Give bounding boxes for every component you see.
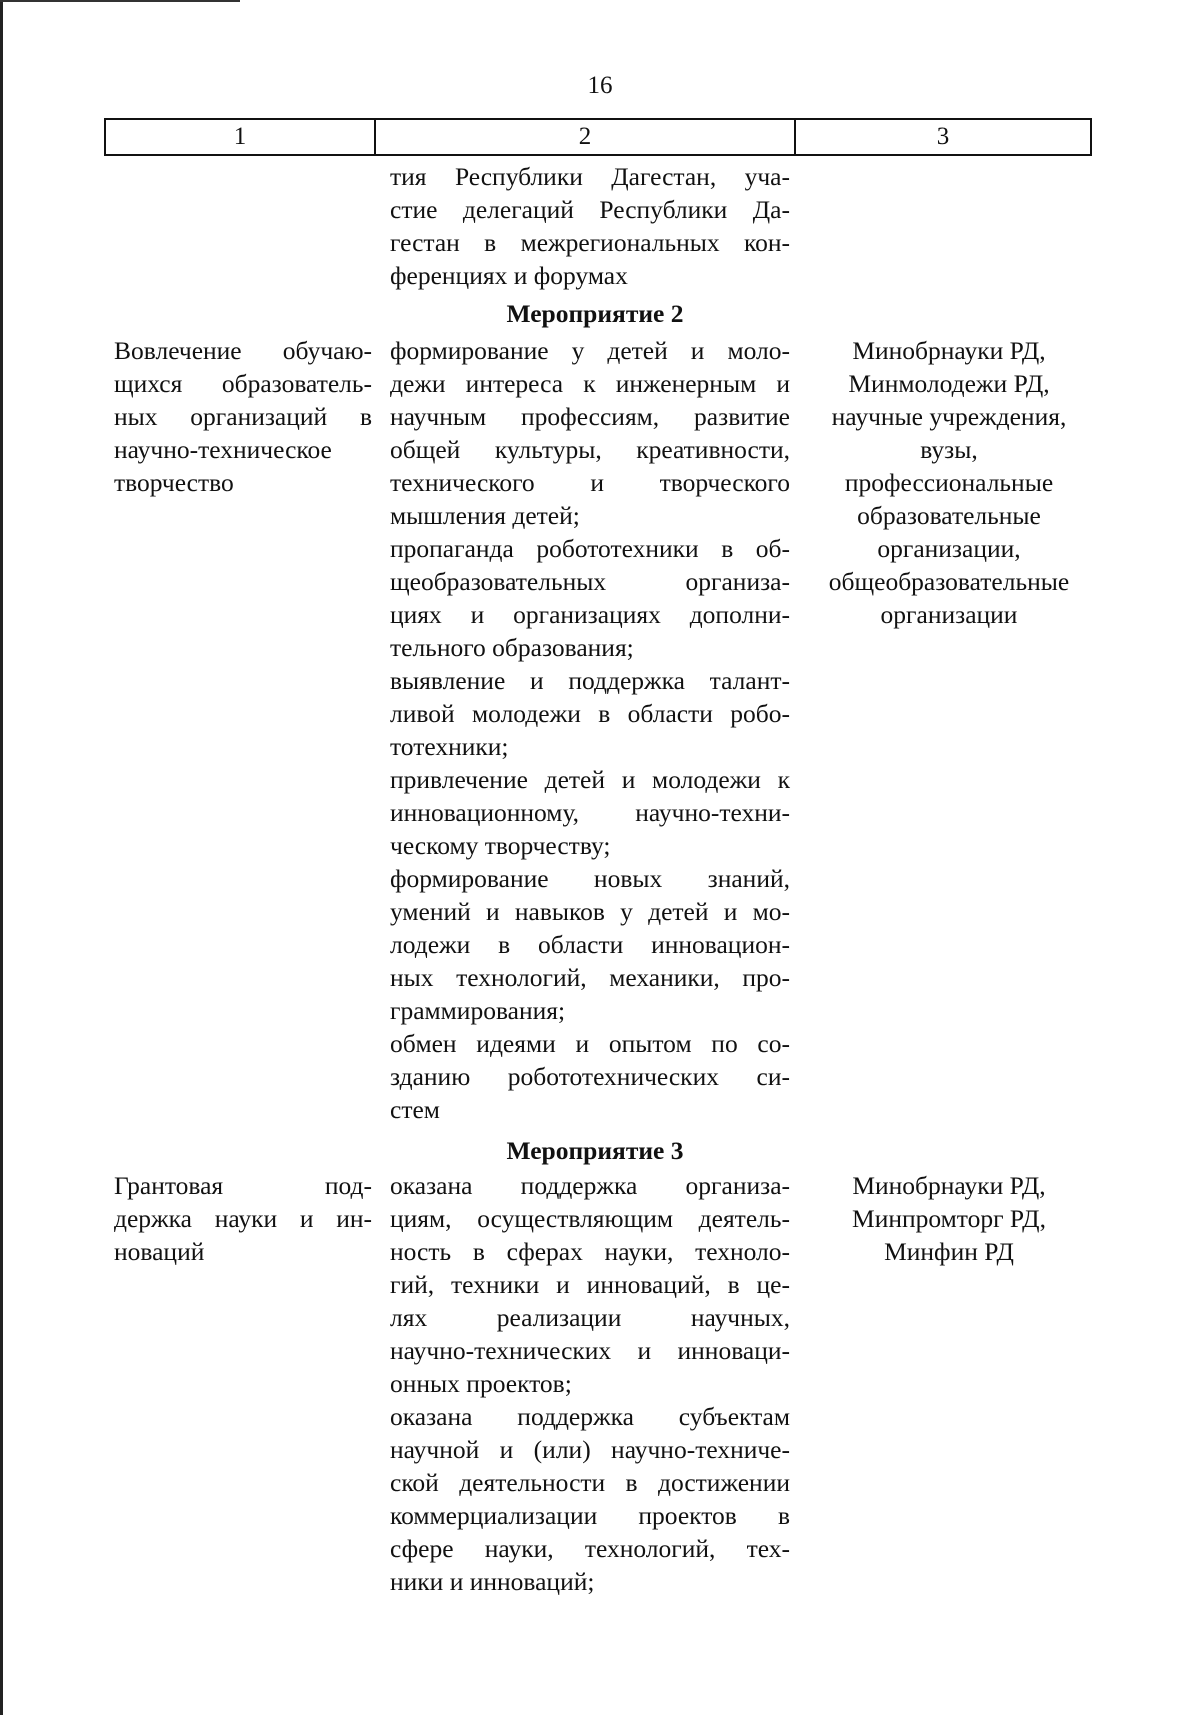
- event-3-task-line: ской деятельности в достижении: [390, 1468, 790, 1497]
- event-2-heading: Мероприятие 2: [506, 299, 684, 328]
- event-3-task-line: оказана поддержка организа-: [390, 1171, 790, 1200]
- event-2-task-line: выявление и поддержка талант-: [390, 666, 790, 695]
- event-2-task-line: ных технологий, механики, про-: [390, 963, 790, 992]
- table-header-col-3: 3: [936, 123, 950, 150]
- event-2-area-line: щихся образователь-: [114, 369, 372, 398]
- event-2-task-line: обмен идеями и опытом по со-: [390, 1029, 790, 1058]
- intro-line: стие делегаций Республики Да-: [390, 195, 790, 224]
- event-3-task-line: лях реализации научных,: [390, 1303, 790, 1332]
- intro-line: тия Республики Дагестан, уча-: [390, 162, 790, 191]
- event-2-task-line: формирование у детей и моло-: [390, 336, 790, 365]
- event-2-task-line: зданию робототехнических си-: [390, 1062, 790, 1091]
- page-number: 16: [587, 72, 613, 99]
- table-header-row: [104, 118, 1092, 156]
- event-3-task-line: научной и (или) научно-техниче-: [390, 1435, 790, 1464]
- event-2-task-line: формирование новых знаний,: [390, 864, 790, 893]
- event-3-area-line: держка науки и ин-: [114, 1204, 372, 1233]
- event-2-task-line: циях и организациях дополни-: [390, 600, 790, 629]
- event-2-executor-line: образовательные: [857, 501, 1041, 530]
- event-3-executor-line: Минпромторг РД,: [852, 1204, 1046, 1233]
- event-2-task-line: тотехники;: [390, 732, 509, 761]
- intro-line: гестан в межрегиональных кон-: [390, 228, 790, 257]
- event-3-heading: Мероприятие 3: [506, 1136, 684, 1165]
- event-2-executor-line: Минобрнауки РД,: [852, 336, 1046, 365]
- event-2-task-line: лодежи в области инновацион-: [390, 930, 790, 959]
- event-3-task-line: сфере науки, технологий, тех-: [390, 1534, 790, 1563]
- event-2-area-line: ных организаций в: [114, 402, 372, 431]
- event-2-area-line: творчество: [114, 468, 234, 497]
- event-3-task-line: онных проектов;: [390, 1369, 572, 1398]
- event-2-task-line: пропаганда робототехники в об-: [390, 534, 790, 563]
- event-2-task-line: научным профессиям, развитие: [390, 402, 790, 431]
- event-3-task-line: коммерциализации проектов в: [390, 1501, 790, 1530]
- event-2-task-line: стем: [390, 1095, 440, 1124]
- event-2-area-line: научно-техническое: [114, 435, 332, 464]
- event-2-executor-line: научные учреждения,: [831, 402, 1067, 431]
- scan-border-left: [0, 0, 3, 1715]
- event-3-task-line: циям, осуществляющим деятель-: [390, 1204, 790, 1233]
- event-2-task-line: ливой молодежи в области робо-: [390, 699, 790, 728]
- event-2-executor-line: организации,: [877, 534, 1021, 563]
- event-2-task-line: инновационному, научно-техни-: [390, 798, 790, 827]
- event-2-area-line: Вовлечение обучаю-: [114, 336, 372, 365]
- event-3-area-line: новаций: [114, 1237, 205, 1266]
- event-2-task-line: общей культуры, креативности,: [390, 435, 790, 464]
- event-2-task-line: щеобразовательных организа-: [390, 567, 790, 596]
- event-3-task-line: ность в сферах науки, техноло-: [390, 1237, 790, 1266]
- event-2-executor-line: Минмолодежи РД,: [848, 369, 1050, 398]
- event-2-executor-line: общеобразовательные: [828, 567, 1070, 596]
- event-2-task-line: технического и творческого: [390, 468, 790, 497]
- event-2-task-line: привлечение детей и молодежи к: [390, 765, 790, 794]
- table-header-col-2: 2: [376, 120, 796, 154]
- event-3-executor-line: Минобрнауки РД,: [852, 1171, 1046, 1200]
- event-3-task-line: гий, техники и инноваций, в це-: [390, 1270, 790, 1299]
- event-3-executor-line: Минфин РД: [884, 1237, 1014, 1266]
- intro-line: ференциях и форумах: [390, 261, 628, 290]
- scan-border-top: [0, 0, 240, 2]
- event-3-task-line: оказана поддержка субъектам: [390, 1402, 790, 1431]
- event-3-task-line: научно-технических и инноваци-: [390, 1336, 790, 1365]
- event-2-executor-line: вузы,: [920, 435, 978, 464]
- table-header-col-1: 1: [106, 120, 376, 154]
- event-2-task-line: мышления детей;: [390, 501, 580, 530]
- event-2-task-line: умений и навыков у детей и мо-: [390, 897, 790, 926]
- event-3-task-line: ники и инноваций;: [390, 1567, 595, 1596]
- event-2-executor-line: организации: [880, 600, 1018, 629]
- event-2-task-line: дежи интереса к инженерным и: [390, 369, 790, 398]
- event-2-task-line: ческому творчеству;: [390, 831, 611, 860]
- event-3-area-line: Грантовая под-: [114, 1171, 372, 1200]
- event-2-task-line: тельного образования;: [390, 633, 634, 662]
- event-2-executor-line: профессиональные: [844, 468, 1054, 497]
- event-2-task-line: граммирования;: [390, 996, 566, 1025]
